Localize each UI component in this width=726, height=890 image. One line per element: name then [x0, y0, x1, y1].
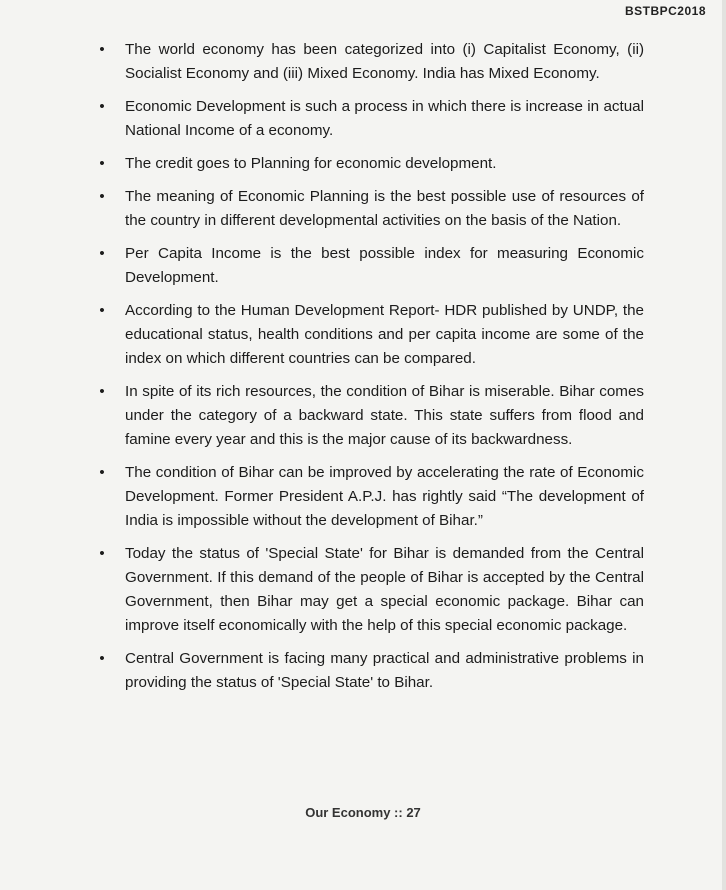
bullet-item — [96, 152, 644, 176]
bullet-icon: • — [99, 188, 105, 205]
page-footer: Our Economy :: 27 — [305, 805, 421, 820]
bullet-text: Today the status of 'Special State' for Bihar is demanded from the Central Government. If this demand of the people of Bihar is accepted by the Central Government, then Bihar may get a special economic package. Bihar can improve itself economically with the help of this special economic package. — [125, 545, 644, 634]
bullet-icon: • — [99, 41, 105, 58]
bullet-list — [96, 38, 644, 704]
bullet-item — [96, 95, 644, 143]
bullet-icon: • — [99, 383, 105, 400]
bullet-text: The meaning of Economic Planning is the best possible use of resources of the country in different developmental activities on the basis of the Nation. — [125, 188, 644, 229]
bullet-item — [96, 647, 644, 695]
bullet-text: According to the Human Development Report- HDR published by UNDP, the educational status, health conditions and per capita income are some of the index on which different countries can be compared. — [125, 302, 644, 367]
document-code: BSTBPC2018 — [624, 4, 706, 18]
bullet-text: In spite of its rich resources, the condition of Bihar is miserable. Bihar comes under the category of a backward state. This state suffers from flood and famine every year and this is the major cause of its backwardness. — [125, 383, 644, 448]
bullet-text: Per Capita Income is the best possible index for measuring Economic Development. — [125, 245, 644, 286]
bullet-icon: • — [99, 155, 105, 172]
bullet-icon: • — [99, 302, 105, 319]
bullet-icon: • — [99, 650, 105, 667]
bullet-item — [96, 542, 644, 638]
bullet-text: Economic Development is such a process in which there is increase in actual National Income of a economy. — [125, 98, 644, 139]
bullet-text: The credit goes to Planning for economic development. — [125, 155, 497, 172]
bullet-icon: • — [99, 545, 105, 562]
bullet-item — [96, 38, 644, 86]
bullet-item — [96, 461, 644, 533]
bullet-text: The condition of Bihar can be improved by accelerating the rate of Economic Development. Former President A.P.J. has rightly said “The development of India is impossible without the development of Bihar.” — [125, 464, 644, 529]
bullet-item — [96, 380, 644, 452]
bullet-text: The world economy has been categorized into (i) Capitalist Economy, (ii) Socialist Economy and (iii) Mixed Economy. India has Mixed Economy. — [125, 41, 644, 82]
bullet-icon: • — [99, 98, 105, 115]
bullet-text: Central Government is facing many practical and administrative problems in providing the status of 'Special State' to Bihar. — [125, 650, 644, 691]
bullet-icon: • — [99, 245, 105, 262]
bullet-item — [96, 242, 644, 290]
bullet-item — [96, 299, 644, 371]
scan-edge-divider — [722, 0, 726, 890]
bullet-icon: • — [99, 464, 105, 481]
bullet-item — [96, 185, 644, 233]
